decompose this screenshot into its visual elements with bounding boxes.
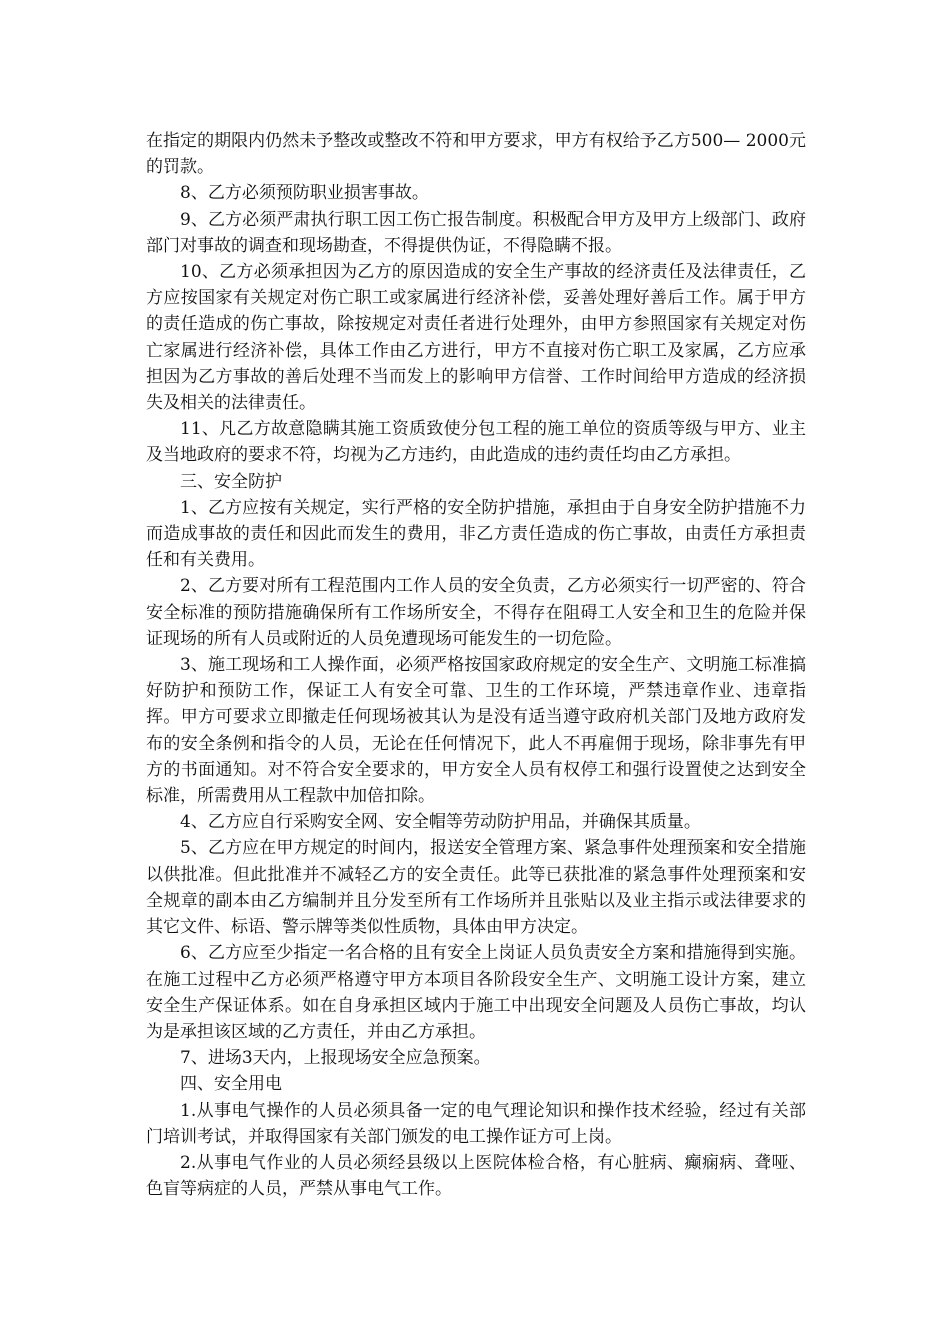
clause-9: 9、乙方必须严肃执行职工因工伤亡报告制度。积极配合甲方及甲方上级部门、政府部门对事故的调查和现场勘查，不得提供伪证，不得隐瞒不报。: [146, 209, 806, 256]
clause-8: 8、乙方必须预防职业损害事故。: [180, 183, 429, 204]
protection-clause-2: 2、乙方要对所有工程范围内工作人员的安全负责，乙方必须实行一切严密的、符合安全标准的预防措施确保所有工作场所安全，不得存在阻碍工人安全和卫生的危险并保证现场的所有人员或附近的人员免遭现场可能发生的一切危险。: [146, 576, 806, 649]
protection-clause-3: 3、施工现场和工人操作面，必须严格按国家政府规定的安全生产、文明施工标准搞好防护和预防工作，保证工人有安全可靠、卫生的工作环境，严禁违章作业、违章指挥。甲方可要求立即撤走任何现场被其认为是没有适当遵守政府机关部门及地方政府发布的安全条例和指令的人员，无论在任何情况下，此人不再雇佣于现场，除非事先有甲方的书面通知。对不符合安全要求的，甲方安全人员有权停工和强行设置使之达到安全标准，所需费用从工程款中加倍扣除。: [146, 655, 806, 807]
clause-11: 11、凡乙方故意隐瞒其施工资质致使分包工程的施工单位的资质等级与甲方、业主及当地政府的要求不符，均视为乙方违约，由此造成的违约责任均由乙方承担。: [146, 419, 806, 466]
document-body: [146, 128, 806, 1202]
electrical-clause-2: 2.从事电气作业的人员必须经县级以上医院体检合格，有心脏病、癫痫病、聋哑、色盲等病症的人员，严禁从事电气工作。: [146, 1152, 806, 1200]
paragraph-continuation: 在指定的期限内仍然未予整改或整改不符和甲方要求，甲方有权给予乙方500— 2000元的罚款。: [146, 131, 806, 178]
section-heading-safety-protection: 三、安全防护: [180, 471, 282, 492]
protection-clause-7: 7、进场3天内，上报现场安全应急预案。: [180, 1048, 491, 1069]
protection-clause-4: 4、乙方应自行采购安全网、安全帽等劳动防护用品，并确保其质量。: [180, 812, 701, 833]
protection-clause-1: 1、乙方应按有关规定，实行严格的安全防护措施，承担由于自身安全防护措施不力而造成事故的责任和因此而发生的费用，非乙方责任造成的伤亡事故，由责任方承担责任和有关费用。: [146, 497, 806, 571]
protection-clause-5: 5、乙方应在甲方规定的时间内，报送安全管理方案、紧急事件处理预案和安全措施以供批准。但此批准并不减轻乙方的安全责任。此等已获批准的紧急事件处理预案和安全规章的副本由乙方编制并且分发至所有工作场所并且张贴以及业主指示或法律要求的其它文件、标语、警示牌等类似性质物，具体由甲方决定。: [146, 838, 806, 938]
section-heading-electrical-safety: 四、安全用电: [180, 1074, 282, 1095]
protection-clause-6: 6、乙方应至少指定一名合格的且有安全上岗证人员负责安全方案和措施得到实施。在施工过程中乙方必须严格遵守甲方本项目各阶段安全生产、文明施工设计方案，建立安全生产保证体系。如在自身承担区域内于施工中出现安全问题及人员伤亡事故，均认为是承担该区域的乙方责任，并由乙方承担。: [146, 943, 806, 1042]
clause-10: 10、乙方必须承担因为乙方的原因造成的安全生产事故的经济责任及法律责任，乙方应按国家有关规定对伤亡职工或家属进行经济补偿，妥善处理好善后工作。属于甲方的责任造成的伤亡事故，除按规定对责任者进行处理外，由甲方参照国家有关规定对伤亡家属进行经济补偿，具体工作由乙方进行，甲方不直接对伤亡职工及家属，乙方应承担因为乙方事故的善后处理不当而发上的影响甲方信誉、工作时间给甲方造成的经济损失及相关的法律责任。: [146, 262, 806, 414]
electrical-clause-1: 1.从事电气操作的人员必须具备一定的电气理论知识和操作技术经验，经过有关部门培训考试，并取得国家有关部门颁发的电工操作证方可上岗。: [146, 1100, 806, 1147]
